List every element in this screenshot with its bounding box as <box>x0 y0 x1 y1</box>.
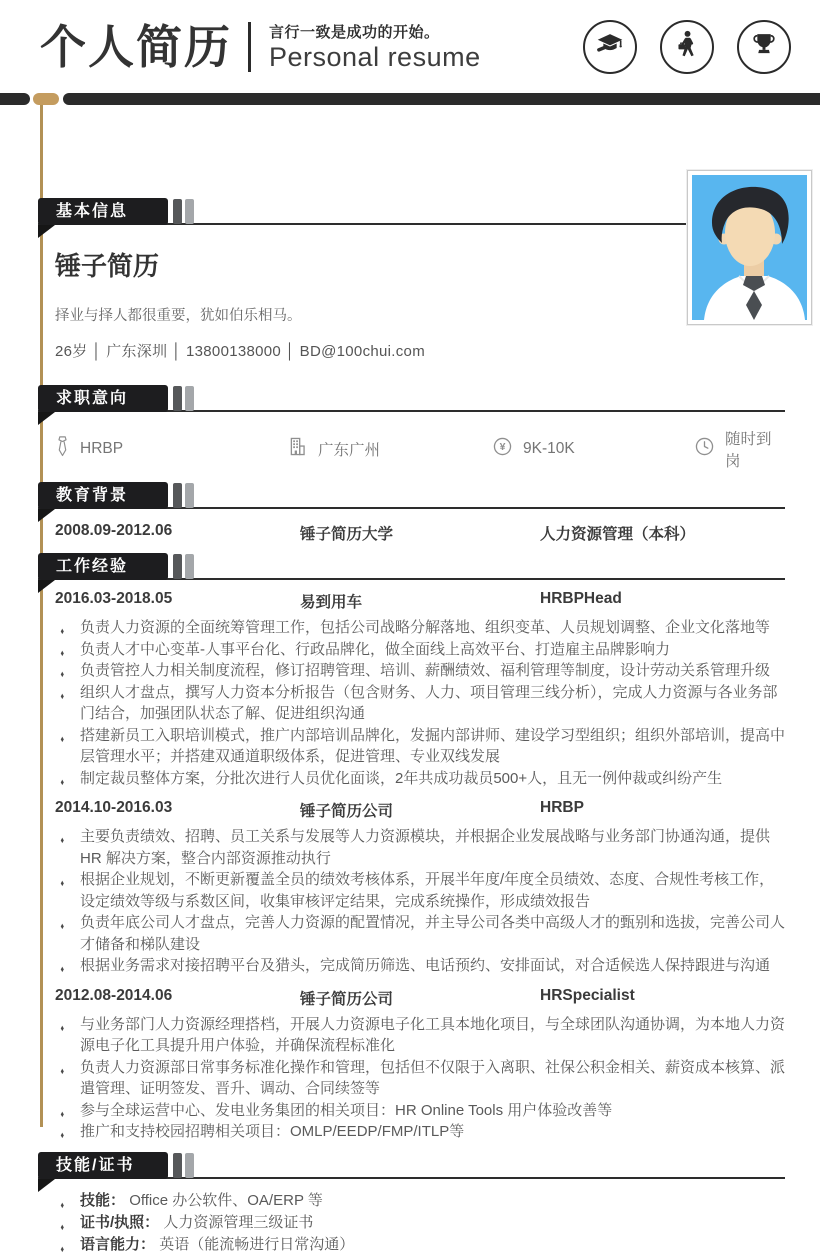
avatar <box>692 175 807 320</box>
job-bullet: ♦ 主要负责绩效、招聘、员工关系与发展等人力资源模块，并根据企业发展战略与业务部门协通沟通，提供 HR 解决方案，整合内部资源推动执行 <box>60 828 771 867</box>
graduation-cap-icon <box>594 28 626 65</box>
id-photo <box>687 170 812 325</box>
ribbon-tab-dark <box>173 1153 182 1178</box>
ribbon-fold <box>38 412 55 425</box>
job-period: 2012.08-2014.06 <box>55 986 173 1004</box>
intent-position-label: HRBP <box>80 440 124 457</box>
ribbon-tab-light <box>185 199 194 224</box>
svg-text:¥: ¥ <box>499 441 506 454</box>
job-company: 锤子简历公司 <box>300 803 394 820</box>
diamond-bullet-icon: ♦ <box>60 669 65 679</box>
job-title: HRBPHead <box>540 590 622 607</box>
page-header <box>0 0 820 93</box>
ribbon-fold <box>38 225 55 238</box>
job-bullet: ♦ 负责人力资源的全面统筹管理工作，包括公司战略分解落地、组织变革、人员规划调整、企业文化落地等 <box>38 617 785 639</box>
ribbon-tab-light <box>185 1153 194 1178</box>
intent-availability-label: 随时到岗 <box>725 431 772 470</box>
diamond-bullet-icon: ♦ <box>60 776 65 787</box>
diamond-bullet-icon: ♦ <box>60 1221 65 1232</box>
candidate-tagline: 择业与择人都很重要，犹如伯乐相马。 <box>55 308 302 324</box>
diamond-bullet-icon: ♦ <box>60 835 65 845</box>
job-bullet: ♦ 与业务部门人力资源经理搭档，开展人力资源电子化工具本地化项目，与全球团队沟通协调，为本地人力资源电子化工具提升用户体验，并确保流程标准化 <box>60 1015 786 1054</box>
intent-city <box>287 427 492 471</box>
section-title: 技能/证书 <box>38 1152 168 1179</box>
divider-dark-left <box>0 93 30 105</box>
skill-list <box>38 1190 785 1256</box>
intent-salary <box>492 427 694 471</box>
job-bullet: ♦ 负责年底公司人才盘点，完善人力资源的配置情况，并主导公司各类中高级人才的甄别和选拔，完善公司人才储备和梯队建设 <box>60 914 786 953</box>
intent-salary-label: 9K-10K <box>523 440 575 457</box>
businessman-badge <box>660 20 714 74</box>
job-title: HRBP <box>540 799 584 816</box>
diamond-bullet-icon: ♦ <box>60 1130 65 1140</box>
tie-icon <box>55 436 70 463</box>
job-bullet: ♦ 制定裁员整体方案，分批次进行人员优化面谈，2年共成功裁员500+人，且无一例仲裁或纠纷产生 <box>38 768 785 790</box>
diamond-bullet-icon: ♦ <box>60 1022 65 1033</box>
diamond-bullet-icon: ♦ <box>60 921 65 931</box>
page-title: 个人简历 <box>40 20 232 73</box>
education-row <box>38 522 785 544</box>
education-school: 锤子简历大学 <box>300 526 394 543</box>
job-bullet: ♦ 搭建新员工入职培训模式，推广内部培训品牌化，发掘内部讲师、建设学习型组织；组织外部培训，提高中层管理水平；并搭建双通道职级体系，促进管理、专业双线发展 <box>60 726 786 765</box>
job-bullet-list <box>38 617 785 789</box>
intent-city-label: 广东广州 <box>318 442 381 459</box>
job-bullet: ♦ 根据业务需求对接招聘平台及猎头，完成简历筛选、电话预约、安排面试，对合适候选人保持跟进与沟通 <box>38 955 785 977</box>
section-title: 教育背景 <box>38 482 168 509</box>
slogan-block <box>269 21 481 73</box>
section-header-basic-info <box>38 198 785 225</box>
intent-availability <box>694 427 785 471</box>
section-header-skills <box>38 1152 785 1179</box>
job-header-row <box>38 987 785 1009</box>
job-bullet: ♦ 负责人才中心变革-人事平台化、行政品牌化，做全面线上高效平台、打造雇主品牌影响力 <box>38 639 785 661</box>
businessman-icon <box>671 28 703 65</box>
section-header-work <box>38 553 785 580</box>
skill-item: ♦ 证书/执照： 人力资源管理三级证书 <box>38 1212 785 1234</box>
diamond-bullet-icon: ♦ <box>60 878 65 888</box>
diamond-bullet-icon: ♦ <box>60 733 65 744</box>
job-bullet-list <box>38 826 785 977</box>
resume-body <box>38 93 785 1256</box>
candidate-info-line: 26岁 │ 广东深圳 │ 13800138000 │ BD@100chui.com <box>55 343 425 360</box>
slogan-english: Personal resume <box>269 41 481 72</box>
trophy-icon <box>748 28 780 65</box>
job-bullet: ♦ 根据企业规划，不断更新覆盖全员的绩效考核体系，开展半年度/年度全员绩效、态度、合规性考核工作，设定绩效等级与系数区间，收集审核评定结果，完成系统操作，形成绩效报告 <box>60 871 775 910</box>
section-title: 工作经验 <box>38 553 168 580</box>
job-bullet: ♦ 负责管控人力相关制度流程，修订招聘管理、培训、薪酬绩效、福利管理等制度，设计劳动关系管理升级 <box>38 660 785 682</box>
diamond-bullet-icon: ♦ <box>60 626 65 636</box>
graduation-cap-badge <box>583 20 637 74</box>
clock-icon <box>694 436 715 462</box>
section-header-education <box>38 482 785 509</box>
job-intent-row <box>38 427 785 471</box>
ribbon-tab-light <box>185 483 194 508</box>
diamond-bullet-icon: ♦ <box>60 1065 65 1076</box>
job-bullet: ♦ 推广和支持校园招聘相关项目：OMLP/EEDP/FMP/ITLP等 <box>38 1121 785 1143</box>
slogan-chinese: 言行一致是成功的开始。 <box>269 23 440 41</box>
job-bullet: ♦ 负责人力资源部日常事务标准化操作和管理，包括但不仅限于入离职、社保公积金相关、薪资成本核算、派遣管理、证明签发、晋升、调动、合同续签等 <box>60 1058 786 1097</box>
diamond-bullet-icon: ♦ <box>60 1108 65 1119</box>
building-icon <box>287 436 308 462</box>
job-header-row <box>38 590 785 612</box>
intent-position <box>55 427 287 471</box>
job-company: 易到用车 <box>300 594 363 611</box>
job-period: 2016.03-2018.05 <box>55 590 173 607</box>
ribbon-tab-dark <box>173 483 182 508</box>
job-company: 锤子简历公司 <box>300 990 394 1008</box>
trophy-badge <box>737 20 791 74</box>
title-divider <box>248 22 251 72</box>
diamond-bullet-icon: ♦ <box>60 647 65 658</box>
job-period: 2014.10-2016.03 <box>55 799 173 816</box>
ribbon-tab-light <box>185 386 194 411</box>
education-major: 人力资源管理（本科） <box>540 526 696 543</box>
diamond-bullet-icon: ♦ <box>60 1199 65 1210</box>
yen-icon <box>492 436 513 462</box>
skill-item: ♦ 语言能力： 英语（能流畅进行日常沟通） <box>38 1234 785 1256</box>
ribbon-tab-light <box>185 554 194 579</box>
skill-item: ♦ 技能： Office 办公软件、OA/ERP 等 <box>38 1190 785 1212</box>
job-bullet: ♦ 组织人才盘点，撰写人力资本分析报告（包含财务、人力、项目管理三线分析），完成人力资源与各业务部门结合，加强团队状态了解、促进组织沟通 <box>60 683 778 722</box>
section-title: 基本信息 <box>38 198 168 225</box>
ribbon-fold <box>38 580 55 593</box>
job-bullet: ♦ 参与全球运营中心、发电业务集团的相关项目：HR Online Tools 用户体验改善等 <box>38 1100 785 1122</box>
diamond-bullet-icon: ♦ <box>60 1243 65 1254</box>
ribbon-tab-dark <box>173 554 182 579</box>
diamond-bullet-icon: ♦ <box>60 964 65 974</box>
ribbon-tab-dark <box>173 199 182 224</box>
job-title: HRSpecialist <box>540 986 635 1004</box>
diamond-bullet-icon: ♦ <box>60 690 65 701</box>
ribbon-fold <box>38 509 55 522</box>
ribbon-tab-dark <box>173 386 182 411</box>
job-bullet-list <box>38 1014 785 1143</box>
education-period: 2008.09-2012.06 <box>55 522 173 539</box>
section-title: 求职意向 <box>38 385 168 412</box>
job-header-row <box>38 799 785 821</box>
header-badges <box>583 20 791 74</box>
candidate-name: 锤子简历 <box>55 251 160 281</box>
section-header-job-intent <box>38 385 785 412</box>
